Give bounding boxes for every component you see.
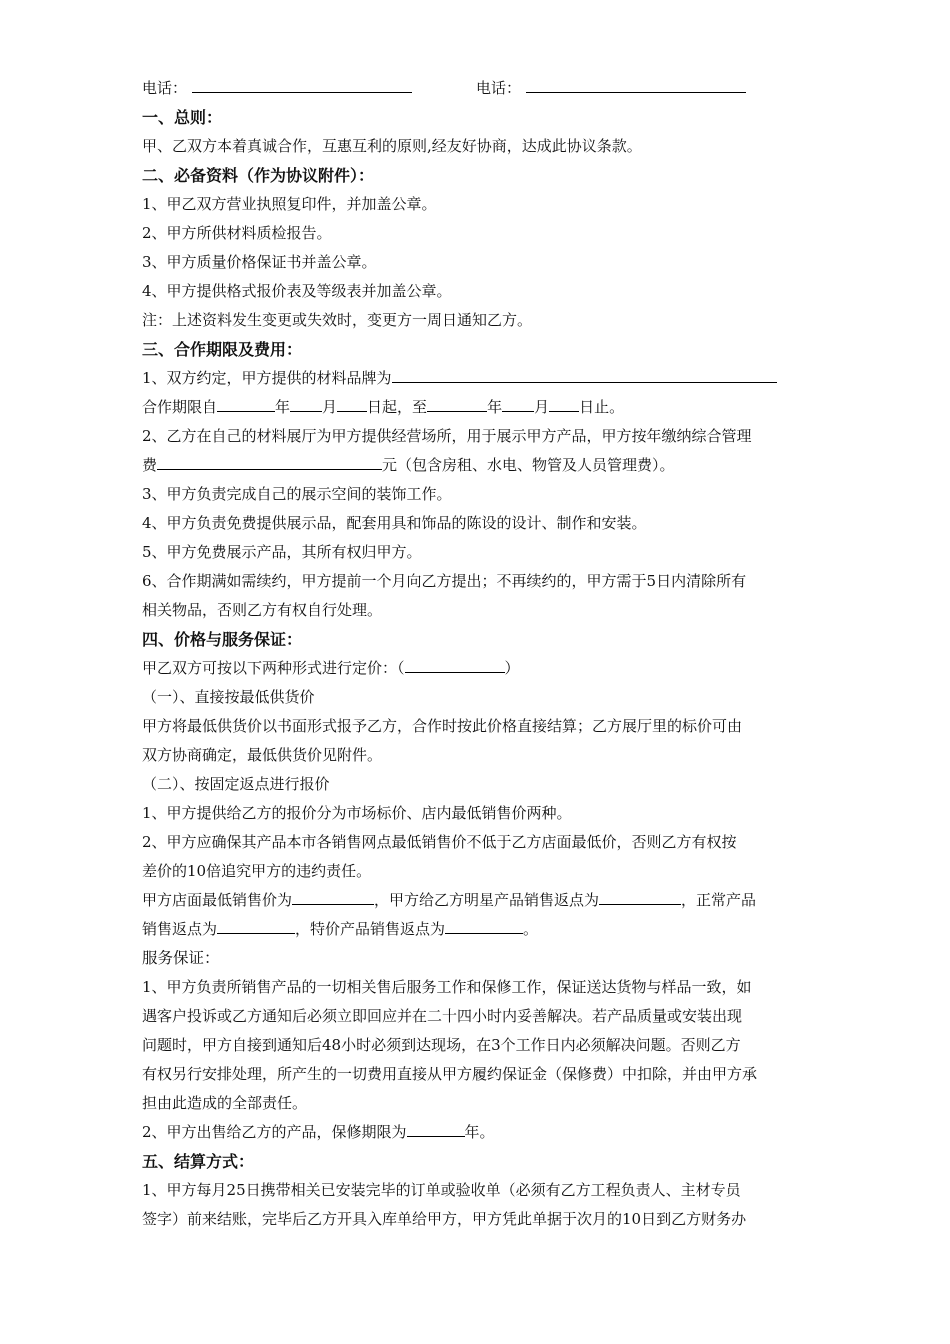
list-item: 4、甲方负责免费提供展示品，配套用具和饰品的陈设的设计、制作和安装。: [142, 514, 647, 532]
party-b-phone: [476, 74, 810, 103]
rebate-line-1: [142, 886, 812, 915]
list-item: 5、甲方免费展示产品，其所有权归甲方。: [142, 543, 422, 561]
start-day-blank[interactable]: [337, 393, 367, 412]
min-price-blank[interactable]: [292, 886, 374, 905]
start-year-blank[interactable]: [217, 393, 275, 412]
start-month-blank[interactable]: [290, 393, 322, 412]
note: 注：上述资料发生变更或失效时，变更方一周日通知乙方。: [142, 311, 533, 329]
rebate-line-2: [142, 915, 812, 944]
section-title-general: 一、总则：: [142, 108, 223, 127]
day-label: 日起，至: [367, 398, 428, 416]
section-title-term-and-fees: 三、合作期限及费用：: [142, 340, 303, 359]
phone-blank[interactable]: [526, 74, 746, 93]
phone-label: 电话：: [476, 79, 522, 97]
phone-row: [142, 74, 812, 103]
special-rebate-blank[interactable]: [445, 915, 523, 934]
year-label: 年: [275, 398, 291, 416]
phone-label: 电话：: [142, 79, 188, 97]
section-title-required-docs: 二、必备资料（作为协议附件）：: [142, 166, 375, 185]
normal-rebate-label: ，正常产品: [681, 891, 757, 909]
month-label: 月: [322, 398, 338, 416]
year-label: 年: [487, 398, 503, 416]
fee-label: 费: [142, 456, 158, 474]
subsection-title: （二）、按固定返点进行报价: [142, 775, 330, 793]
paragraph: 有权另行安排处理，所产生的一切费用直接从甲方履约保证金（保修费）中扣除，并由甲方承: [142, 1065, 758, 1083]
pricing-choice-blank[interactable]: [405, 654, 505, 673]
paragraph: 双方协商确定，最低供货价见附件。: [142, 746, 383, 764]
month-label: 月: [534, 398, 550, 416]
paragraph: 问题时，甲方自接到通知后48小时必须到达现场，在3个工作日内必须解决问题。否则乙方: [142, 1036, 741, 1054]
paragraph: 2、乙方在自己的材料展厅为甲方提供经营场所，用于展示甲方产品，甲方按年缴纳综合管理: [142, 427, 752, 445]
list-item: 1、甲方提供给乙方的报价分为市场标价、店内最低销售价两种。: [142, 804, 572, 822]
pricing-choice-line: [142, 654, 812, 683]
normal-rebate-blank[interactable]: [217, 915, 295, 934]
service-title: 服务保证：: [142, 949, 220, 967]
subsection-title: （一）、直接按最低供货价: [142, 688, 315, 706]
fee-blank[interactable]: [157, 451, 382, 470]
contract-page: [142, 72, 812, 1234]
party-a-phone: [142, 74, 476, 103]
year-label: 年。: [464, 1123, 495, 1141]
paragraph: 甲、乙双方本着真诚合作，互惠互利的原则,经友好协商，达成此协议条款。: [142, 137, 642, 155]
list-item: 2、甲方所供材料质检报告。: [142, 224, 332, 242]
period-mark: 。: [523, 920, 539, 938]
list-item: 1、甲乙双方营业执照复印件，并加盖公章。: [142, 195, 437, 213]
brand-label: 1、双方约定，甲方提供的材料品牌为: [142, 369, 392, 387]
list-item: 3、甲方质量价格保证书并盖公章。: [142, 253, 377, 271]
list-item-continued: 差价的10倍追究甲方的违约责任。: [142, 862, 372, 880]
phone-blank[interactable]: [192, 74, 412, 93]
star-rebate-blank[interactable]: [599, 886, 681, 905]
section-title-price-and-service: 四、价格与服务保证：: [142, 630, 303, 649]
day-label: 日止。: [579, 398, 625, 416]
min-price-label: 甲方店面最低销售价为: [142, 891, 293, 909]
end-month-blank[interactable]: [502, 393, 534, 412]
list-item-continued: 相关物品，否则乙方有权自行处理。: [142, 601, 383, 619]
paragraph: 签字）前来结账，完毕后乙方开具入库单给甲方，甲方凭此单据于次月的10日到乙方财务办: [142, 1210, 747, 1228]
section-title-settlement: 五、结算方式：: [142, 1152, 255, 1171]
brand-line: [142, 364, 812, 393]
paragraph: 1、甲方负责所销售产品的一切相关售后服务工作和保修工作，保证送达货物与样品一致，如: [142, 978, 752, 996]
special-rebate-label: ，特价产品销售返点为: [295, 920, 446, 938]
brand-blank[interactable]: [392, 364, 777, 383]
warranty-line: [142, 1118, 812, 1147]
list-item: 4、甲方提供格式报价表及等级表并加盖公章。: [142, 282, 452, 300]
star-rebate-label: ，甲方给乙方明星产品销售返点为: [374, 891, 600, 909]
list-item: 3、甲方负责完成自己的展示空间的装饰工作。: [142, 485, 452, 503]
warranty-years-blank[interactable]: [407, 1118, 465, 1137]
bracket-close: ）: [504, 659, 520, 677]
period-label: 合作期限自: [142, 398, 218, 416]
normal-rebate-label-cont: 销售返点为: [142, 920, 218, 938]
end-year-blank[interactable]: [427, 393, 487, 412]
list-item: 2、甲方应确保其产品本市各销售网点最低销售价不低于乙方店面最低价，否则乙方有权按: [142, 833, 737, 851]
period-line: [142, 393, 812, 422]
paragraph: 1、甲方每月25日携带相关已安装完毕的订单或验收单（必须有乙方工程负责人、主材专员: [142, 1181, 741, 1199]
paragraph: 遇客户投诉或乙方通知后必须立即回应并在二十四小时内妥善解决。若产品质量或安装出现: [142, 1007, 743, 1025]
warranty-label: 2、甲方出售给乙方的产品，保修期限为: [142, 1123, 407, 1141]
paragraph: 甲方将最低供货价以书面形式报予乙方，合作时按此价格直接结算；乙方展厅里的标价可由: [142, 717, 743, 735]
list-item: 6、合作期满如需续约，甲方提前一个月向乙方提出；不再续约的，甲方需于5日内清除所有: [142, 572, 747, 590]
pricing-choice-label: 甲乙双方可按以下两种形式进行定价：（: [142, 659, 405, 677]
end-day-blank[interactable]: [549, 393, 579, 412]
fee-line: [142, 451, 812, 480]
paragraph: 担由此造成的全部责任。: [142, 1094, 308, 1112]
fee-description: 元（包含房租、水电、物管及人员管理费）。: [382, 456, 675, 474]
